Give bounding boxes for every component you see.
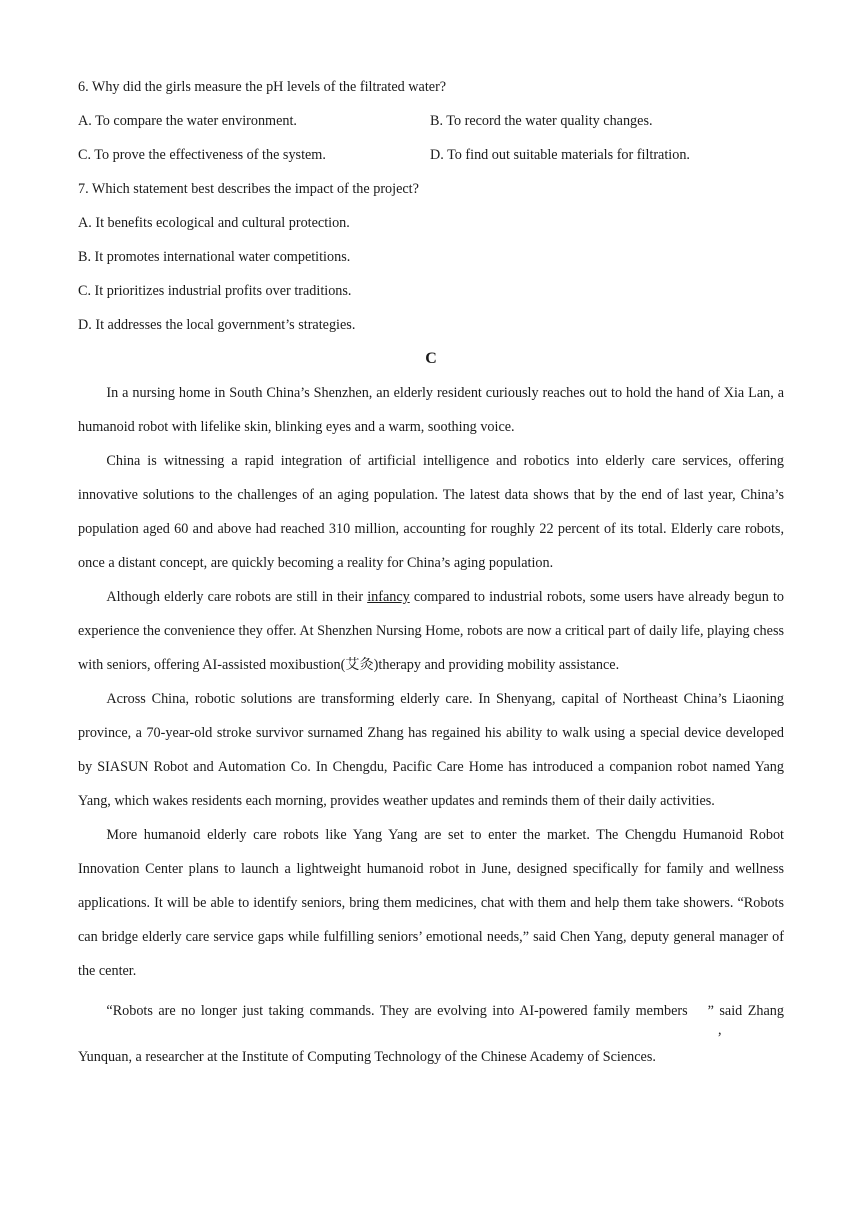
paragraph-5: More humanoid elderly care robots like Yang Yang are set to enter the market. The Chengdu Humanoid Robot Innovation Center plans to launch a lightweight humanoid robot in June, designed specifically for family and wellness applications. It will be able to identify seniors, bring them medicines, chat with them and help them take showers. “Robots can bridge elderly care service gaps while fulfilling seniors’ emotional needs,” said Chen Yang, deputy general manager of the center. [78,827,784,979]
paragraph-6: “Robots are no longer just taking commands. They are evolving into AI-powered family members , ” said Zhang Yunquan, a researcher at the Institute of Computing Technology of the Chinese Academy of Sciences. [78,1003,784,1065]
paragraph-3 [78,580,784,682]
question-6-options-row-1 [78,104,784,138]
paragraph-4: Across China, robotic solutions are transforming elderly care. In Shenyang, capital of Northeast China’s Liaoning province, a 70-year-old stroke survivor surnamed Zhang has regained his ability to walk using a special device developed by SIASUN Robot and Automation Co. In Chengdu, Pacific Care Home has introduced a companion robot named Yang Yang, which wakes residents each morning, provides weather updates and reminds them of their daily activities. [78,691,784,809]
question-7-option-c: C. It prioritizes industrial profits over traditions. [78,283,352,299]
question-6-option-d: D. To find out suitable materials for filtration. [430,147,690,163]
underlined-word: infancy [367,589,410,605]
question-7-option-d: D. It addresses the local government’s strategies. [78,317,356,333]
question-7-option-a: A. It benefits ecological and cultural protection. [78,215,350,231]
question-7-option-b: B. It promotes international water competitions. [78,249,351,265]
question-6-option-a: A. To compare the water environment. [78,113,297,129]
question-7-stem: 7. Which statement best describes the impact of the project? [78,181,419,197]
question-6-option-b: B. To record the water quality changes. [430,113,653,129]
question-6-stem: 6. Why did the girls measure the pH levels of the filtrated water? [78,79,447,95]
paragraph-6-text-before: “Robots are no longer just taking commands. They are evolving into AI-powered family members [106,1003,688,1019]
paragraph-2: China is witnessing a rapid integration of artificial intelligence and robotics into elderly care services, offering innovative solutions to the challenges of an aging population. The latest data shows that by the end of last year, China’s population aged 60 and above had reached 310 million, accounting for roughly 22 percent of its total. Elderly care robots, once a distant concept, are quickly becoming a reality for China’s aging population. [78,453,784,571]
paragraph-6-text-after: ” said Zhang Yunquan, a researcher at the Institute of Computing Technology of the Chinese Academy of Sciences. [78,1003,784,1065]
question-6-options-row-2 [78,138,784,172]
question-6-option-c: C. To prove the effectiveness of the system. [78,147,326,163]
document-page [78,70,784,1080]
paragraph-1: In a nursing home in South China’s Shenzhen, an elderly resident curiously reaches out to hold the hand of Xia Lan, a humanoid robot with lifelike skin, blinking eyes and a warm, soothing voice. [78,385,784,435]
section-title: C [425,350,437,367]
paragraph-3-text-before: Although elderly care robots are still in their [106,589,368,605]
paragraph-3-text-after: compared to industrial robots, some users have already begun to experience the convenience they offer. At Shenzhen Nursing Home, robots are now a critical part of daily life, playing chess with seniors, offering AI-assisted moxibustion(艾灸)therapy and providing mobility assistance. [78,589,784,673]
